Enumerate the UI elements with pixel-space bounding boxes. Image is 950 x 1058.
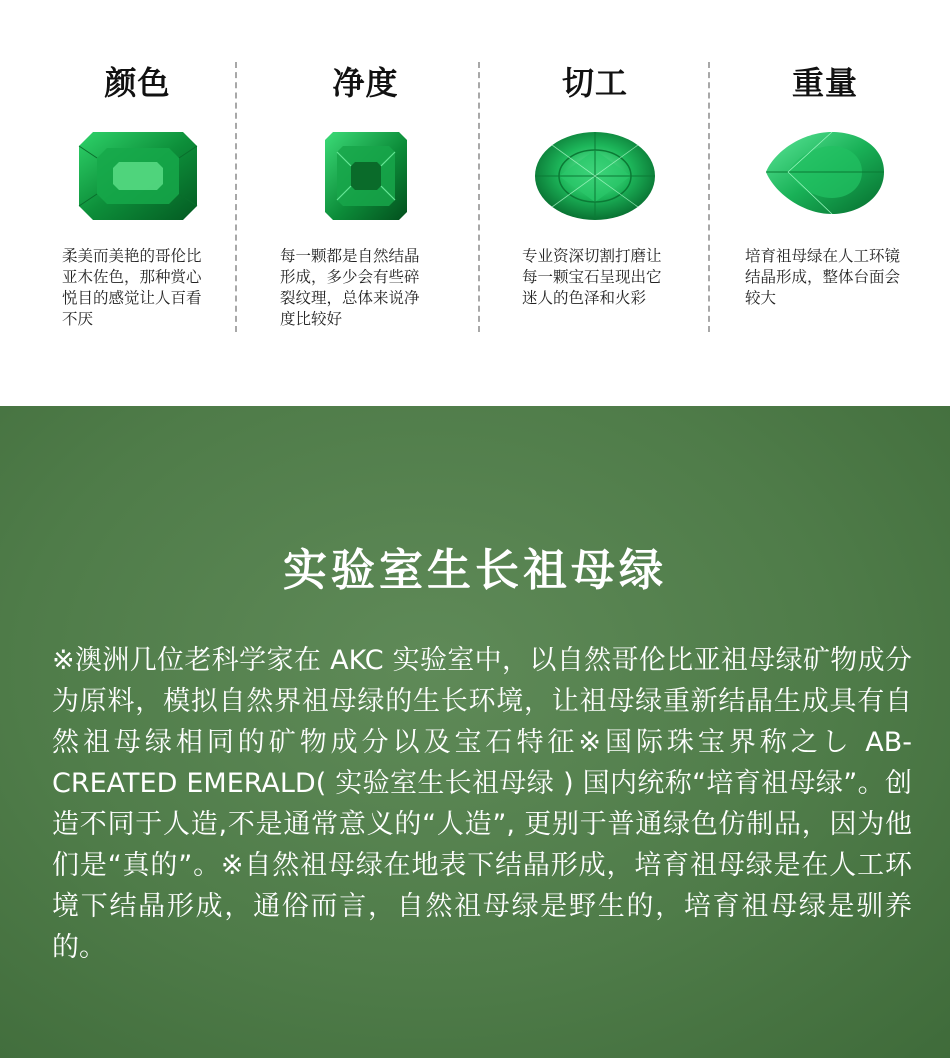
- feature-title: 净度: [332, 64, 399, 102]
- feature-description: 专业资深切割打磨让每一颗宝石呈现出它迷人的色泽和火彩: [522, 247, 662, 307]
- feature-description: 每一颗都是自然结晶形成，多少会有些碎裂纹理，总体来说净度比较好: [280, 247, 420, 328]
- feature-title: 切工: [561, 64, 628, 102]
- oval-cut-gem-icon: [532, 128, 658, 224]
- feature-color: [50, 0, 225, 406]
- feature-description: 柔美而美艳的哥伦比亚木佐色，那种赏心悦目的感觉让人百看不厌: [62, 247, 202, 328]
- features-section: [0, 0, 950, 406]
- emerald-cut-gem-icon: [77, 128, 199, 224]
- feature-title: 重量: [791, 64, 858, 102]
- section-paragraph: ※澳洲几位老科学家在 AKC 实验室中，以自然哥伦比亚祖母绿矿物成分为原料，模拟自然界祖母绿的生长环境，让祖母绿重新结晶生成具有自然祖母绿相同的矿物成分以及宝石特征※国际珠宝界称之し AB- CREATED EMERALD( 实验室生长祖母绿 ) 国内统称“培育祖母绿”。创造不同于人造,不是通常意义的“人造”, 更别于普通绿色仿制品，因为他们是“真的”。※自然祖母绿在地表下结晶形成，培育祖母绿是在人工环境下结晶形成，通俗而言，自然祖母绿是野生的，培育祖母绿是驯养的。: [52, 645, 912, 963]
- lab-grown-emerald-section: [0, 406, 950, 1058]
- feature-description: 培育祖母绿在人工环镜结晶形成，整体台面会较大: [745, 247, 901, 307]
- pear-cut-gem-icon: [762, 128, 888, 218]
- feature-weight: [735, 0, 915, 406]
- square-cut-gem-icon: [321, 128, 411, 224]
- divider: [235, 62, 237, 332]
- section-title: 实验室生长祖母绿: [283, 545, 667, 596]
- feature-clarity: [278, 0, 453, 406]
- feature-cut: [510, 0, 680, 406]
- feature-title: 颜色: [104, 64, 171, 102]
- divider: [708, 62, 710, 332]
- divider: [478, 62, 480, 332]
